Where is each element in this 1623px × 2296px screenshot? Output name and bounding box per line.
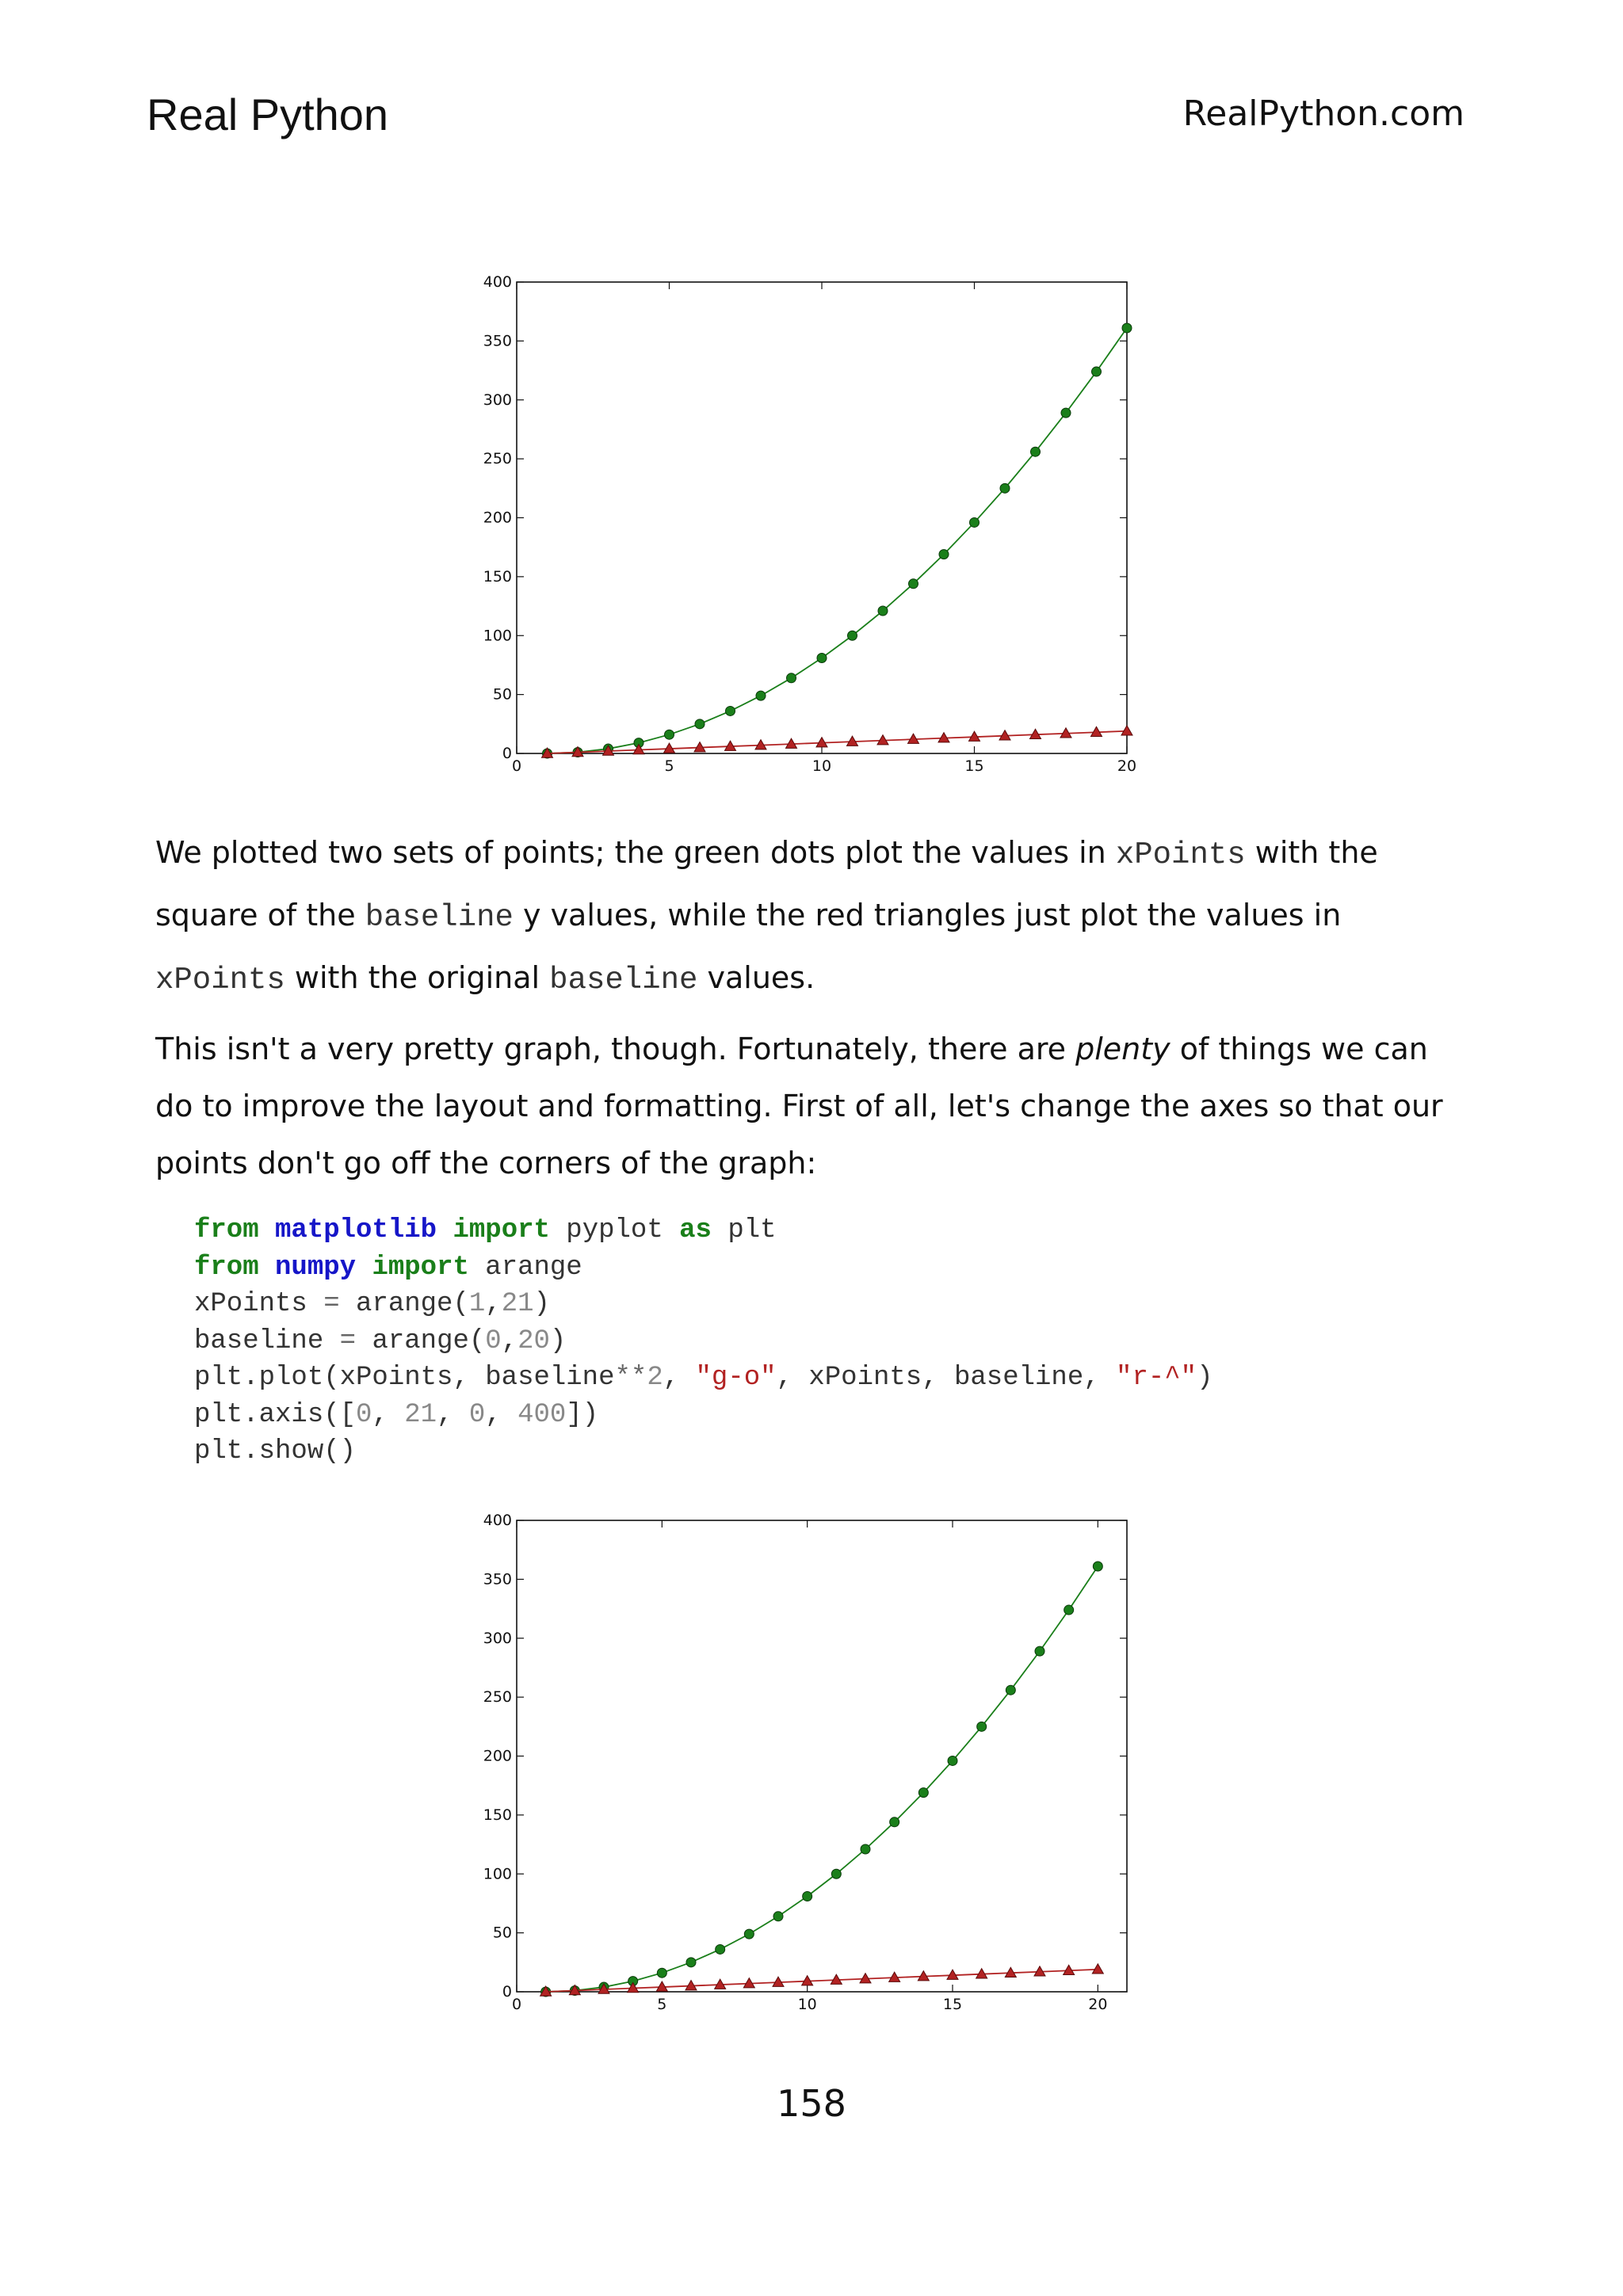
code-line bbox=[194, 1360, 1212, 1397]
code-keyword: as bbox=[679, 1215, 712, 1245]
data-point-circle bbox=[744, 1929, 754, 1939]
inline-code: baseline bbox=[365, 900, 514, 935]
plot-area bbox=[517, 1520, 1127, 1992]
code-number: 0 bbox=[485, 1325, 502, 1356]
code-text: ) bbox=[1197, 1363, 1213, 1393]
code-text: , bbox=[501, 1325, 518, 1356]
code-text: xPoints bbox=[194, 1289, 324, 1319]
code-text: , bbox=[485, 1399, 518, 1430]
y-tick-label: 100 bbox=[483, 1865, 512, 1883]
inline-code: baseline bbox=[549, 963, 698, 997]
code-number: 21 bbox=[404, 1399, 437, 1430]
y-tick-label: 0 bbox=[502, 745, 512, 762]
code-line bbox=[194, 1397, 1212, 1434]
emphasis-text: plenty bbox=[1075, 1032, 1170, 1066]
y-tick-label: 50 bbox=[492, 1924, 512, 1942]
data-point-circle bbox=[1064, 1605, 1074, 1615]
code-operator: = bbox=[323, 1289, 340, 1319]
code-text: ) bbox=[549, 1325, 567, 1356]
code-text: ) bbox=[533, 1289, 550, 1319]
code-number: 20 bbox=[517, 1325, 550, 1356]
x-tick-label: 0 bbox=[511, 757, 522, 775]
data-point-circle bbox=[939, 550, 949, 559]
code-keyword: from bbox=[194, 1252, 259, 1283]
code-text: , bbox=[485, 1289, 502, 1319]
y-tick-label: 150 bbox=[483, 567, 512, 585]
paragraph-1-text: with the square of the bbox=[155, 835, 1378, 933]
x-tick-label: 20 bbox=[1117, 757, 1137, 775]
code-text: , bbox=[437, 1399, 469, 1430]
code-block bbox=[194, 1212, 1212, 1470]
code-keyword: import bbox=[372, 1252, 469, 1283]
data-point-circle bbox=[803, 1892, 812, 1901]
y-tick-label: 100 bbox=[483, 627, 512, 645]
y-tick-label: 0 bbox=[502, 1983, 512, 2000]
data-point-circle bbox=[695, 719, 705, 729]
data-point-circle bbox=[686, 1958, 696, 1967]
y-tick-label: 150 bbox=[483, 1806, 512, 1824]
code-text: , xPoints, baseline, bbox=[776, 1363, 1117, 1393]
paragraph-2 bbox=[155, 1020, 1471, 1192]
code-keyword: import bbox=[453, 1215, 550, 1245]
code-number: 0 bbox=[468, 1399, 486, 1430]
data-point-circle bbox=[878, 606, 888, 616]
data-point-circle bbox=[1000, 483, 1010, 493]
code-text: plt bbox=[711, 1215, 777, 1245]
data-point-circle bbox=[909, 579, 918, 589]
paragraph-1-text: with the original bbox=[285, 960, 550, 995]
x-tick-label: 5 bbox=[664, 757, 674, 775]
paragraph-1-text: values. bbox=[697, 960, 815, 995]
code-string: "r-^" bbox=[1116, 1363, 1197, 1393]
code-number: 0 bbox=[356, 1399, 372, 1430]
y-tick-label: 300 bbox=[483, 1629, 512, 1647]
paragraph-1-text: y values, while the red triangles just plot the values in bbox=[513, 898, 1342, 933]
data-point-circle bbox=[773, 1912, 783, 1921]
x-tick-label: 15 bbox=[964, 757, 984, 775]
code-line bbox=[194, 1323, 1212, 1360]
code-text: ]) bbox=[566, 1399, 599, 1430]
inline-code: xPoints bbox=[1115, 837, 1246, 872]
code-text: arange( bbox=[339, 1289, 469, 1319]
code-line bbox=[194, 1433, 1212, 1470]
chart-1 bbox=[460, 268, 1137, 775]
code-text: pyplot bbox=[549, 1215, 680, 1245]
data-point-circle bbox=[918, 1788, 928, 1798]
x-tick-label: 5 bbox=[657, 1996, 667, 2013]
chart-2 bbox=[460, 1506, 1133, 2013]
page-number: 158 bbox=[777, 2082, 846, 2125]
plot-area bbox=[517, 282, 1127, 753]
paragraph-2-text: This isn't a very pretty graph, though. Fortunately, there are bbox=[155, 1032, 1076, 1066]
data-point-circle bbox=[665, 730, 674, 739]
x-tick-label: 10 bbox=[812, 757, 832, 775]
y-tick-label: 400 bbox=[483, 273, 512, 291]
data-point-circle bbox=[890, 1817, 899, 1827]
code-module: numpy bbox=[275, 1252, 357, 1283]
y-tick-label: 350 bbox=[483, 332, 512, 350]
code-text: arange bbox=[468, 1252, 582, 1283]
code-operator: = bbox=[339, 1325, 357, 1356]
code-operator: ** bbox=[614, 1363, 647, 1393]
code-text: , bbox=[663, 1363, 696, 1393]
chart-1-svg bbox=[460, 268, 1137, 775]
code-text: , bbox=[372, 1399, 405, 1430]
code-number: 1 bbox=[468, 1289, 486, 1319]
x-tick-label: 15 bbox=[942, 1996, 963, 2013]
data-point-circle bbox=[1035, 1646, 1044, 1656]
data-point-circle bbox=[1061, 408, 1071, 418]
header-site: RealPython.com bbox=[1182, 93, 1465, 134]
x-tick-label: 20 bbox=[1088, 1996, 1108, 2013]
data-point-circle bbox=[970, 517, 980, 527]
code-keyword: from bbox=[194, 1215, 259, 1245]
data-point-circle bbox=[756, 691, 766, 700]
data-point-circle bbox=[1031, 447, 1041, 456]
data-point-circle bbox=[948, 1756, 957, 1765]
x-tick-label: 0 bbox=[511, 1996, 522, 2013]
code-text: plt.show() bbox=[194, 1436, 357, 1466]
inline-code: xPoints bbox=[155, 963, 285, 997]
y-tick-label: 250 bbox=[483, 450, 512, 468]
paragraph-1-text: We plotted two sets of points; the green dots plot the values in bbox=[155, 835, 1116, 870]
y-tick-label: 200 bbox=[483, 1747, 512, 1765]
code-line bbox=[194, 1212, 1212, 1249]
data-point-circle bbox=[831, 1869, 841, 1878]
chart-2-svg bbox=[460, 1506, 1133, 2013]
code-number: 400 bbox=[517, 1399, 567, 1430]
y-tick-label: 250 bbox=[483, 1688, 512, 1707]
y-tick-label: 300 bbox=[483, 391, 512, 409]
code-number: 2 bbox=[647, 1363, 663, 1393]
y-tick-label: 200 bbox=[483, 509, 512, 527]
data-point-circle bbox=[657, 1968, 666, 1978]
paragraph-1 bbox=[155, 822, 1471, 1010]
code-text: baseline bbox=[194, 1325, 340, 1356]
y-tick-label: 350 bbox=[483, 1570, 512, 1589]
data-point-circle bbox=[817, 654, 827, 663]
data-point-circle bbox=[861, 1844, 870, 1854]
code-text: plt.plot(xPoints, baseline bbox=[194, 1363, 615, 1393]
data-point-circle bbox=[1122, 323, 1132, 333]
data-point-circle bbox=[787, 673, 796, 683]
code-line bbox=[194, 1286, 1212, 1323]
code-text: arange( bbox=[356, 1325, 486, 1356]
data-point-circle bbox=[1006, 1685, 1015, 1695]
paragraph-2-text: of things we can do to improve the layout and formatting. First of all, let's change the axes so that our points don't go off the corners of the graph: bbox=[155, 1032, 1443, 1180]
code-number: 21 bbox=[501, 1289, 534, 1319]
code-string: "g-o" bbox=[695, 1363, 777, 1393]
data-point-circle bbox=[1093, 1562, 1102, 1571]
data-point-circle bbox=[977, 1722, 987, 1731]
data-point-circle bbox=[716, 1944, 725, 1954]
header-title: Real Python bbox=[147, 90, 389, 139]
x-tick-label: 10 bbox=[797, 1996, 817, 2013]
data-point-circle bbox=[848, 631, 857, 640]
data-point-circle bbox=[1092, 367, 1102, 376]
code-line bbox=[194, 1249, 1212, 1287]
code-text: plt.axis([ bbox=[194, 1399, 357, 1430]
y-tick-label: 400 bbox=[483, 1512, 512, 1529]
y-tick-label: 50 bbox=[492, 685, 512, 704]
data-point-circle bbox=[726, 706, 735, 715]
code-module: matplotlib bbox=[275, 1215, 437, 1245]
